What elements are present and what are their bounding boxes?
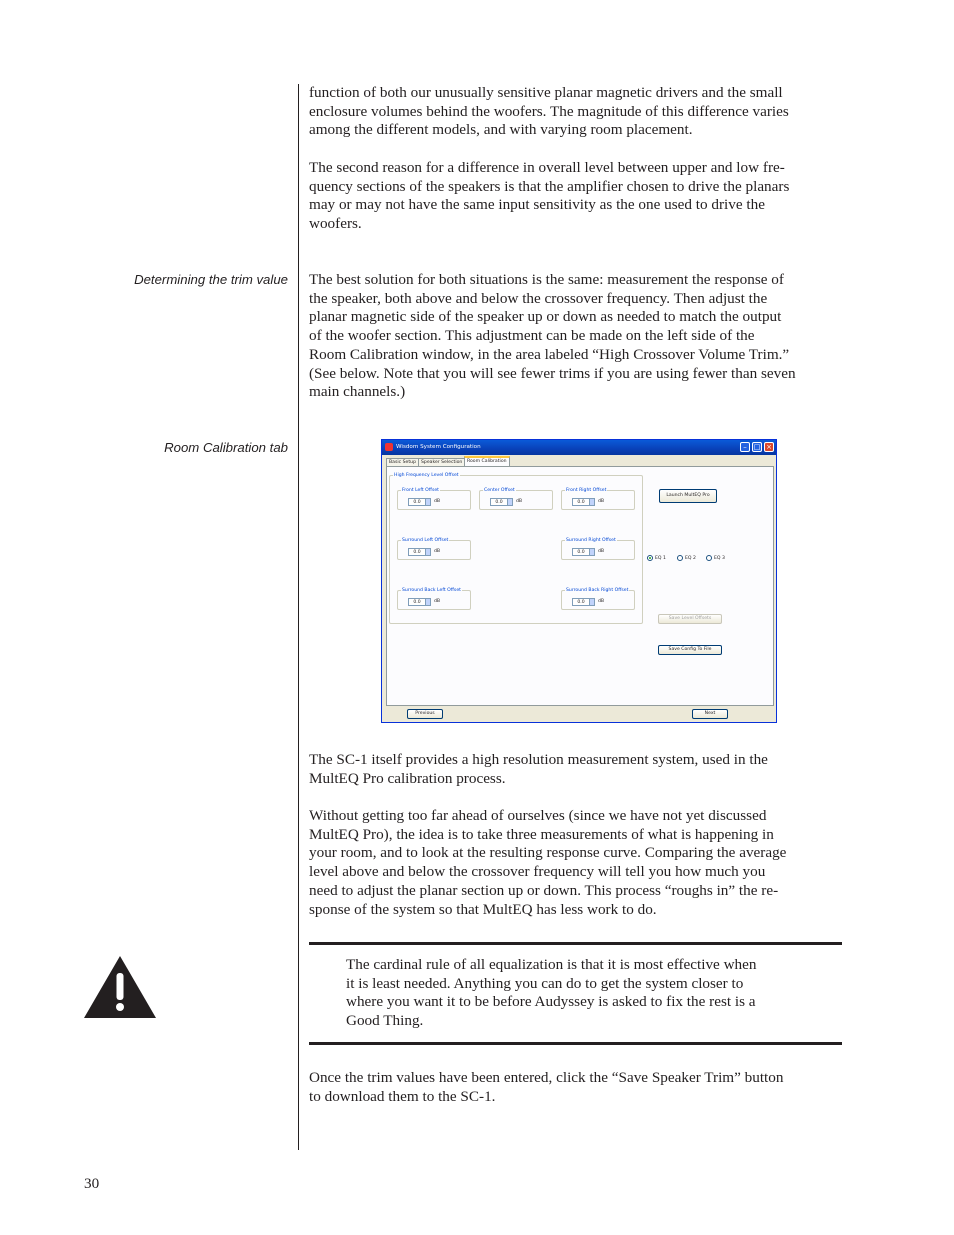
unit-label: dB	[434, 499, 441, 504]
surround-back-right-offset-input[interactable]: 0.0	[572, 598, 590, 606]
front-right-offset-label: Front Right Offset	[566, 488, 607, 493]
unit-label: dB	[598, 549, 605, 554]
spinner-arrows-icon[interactable]	[589, 598, 595, 606]
next-button[interactable]: Next	[692, 709, 728, 719]
surround-back-right-offset-box	[561, 590, 635, 610]
radio-icon	[677, 555, 683, 561]
warning-top-rule	[309, 942, 842, 945]
unit-label: dB	[598, 599, 605, 604]
front-right-offset-input[interactable]: 0.0	[572, 498, 590, 506]
window-title: Wisdom System Configuration	[396, 444, 481, 450]
warning-bottom-rule	[309, 1042, 842, 1045]
room-calibration-panel	[386, 466, 774, 706]
eq3-label: EQ 3	[714, 555, 725, 561]
paragraph-3: The best solution for both situations is the same: measurement the response of the speaker, both above and below the crossover frequency. Then adjust the planar magnetic side of the speaker up or down as needed to match the output of the woofer section. This adjustment can be made on the left side of the Room Calibration window, in the area labeled “High Crossover Volume Trim.” (See below. Note that you will see fewer trims if you are using fewer than seven main channels.)	[309, 271, 796, 401]
radio-selected-icon	[647, 555, 653, 561]
surround-back-left-offset-input[interactable]: 0.0	[408, 598, 426, 606]
close-icon[interactable]: ×	[764, 442, 774, 452]
eq1-radio[interactable]	[647, 555, 666, 561]
surround-back-left-offset-box	[397, 590, 471, 610]
radio-icon	[706, 555, 712, 561]
config-window-screenshot	[381, 439, 777, 723]
center-offset-label: Center Offset	[484, 488, 515, 493]
paragraph-4: The SC-1 itself provides a high resolution measurement system, used in the MultEQ Pro calibration process.	[309, 751, 768, 787]
save-config-to-file-button[interactable]: Save Config To File	[658, 645, 722, 655]
spinner-arrows-icon[interactable]	[507, 498, 513, 506]
front-left-offset-box	[397, 490, 471, 510]
minimize-icon[interactable]: –	[740, 442, 750, 452]
surround-back-left-offset-label: Surround Back Left Offset	[402, 588, 461, 593]
center-offset-input[interactable]: 0.0	[490, 498, 508, 506]
spinner-arrows-icon[interactable]	[589, 498, 595, 506]
front-right-offset-box	[561, 490, 635, 510]
warning-triangle-icon	[84, 956, 156, 1018]
window-titlebar	[382, 440, 776, 455]
spinner-arrows-icon[interactable]	[425, 498, 431, 506]
paragraph-5: Without getting too far ahead of ourselves (since we have not yet discussed MultEQ Pro), the idea is to take three measurements of what is happening in your room, and to look at the resulting response curve. Comparing the average level above and below the crossover frequency will tell you how much you need to adjust the planar section up or down. This process “roughs in” the re- sponse of the system so that MultEQ has less work to do.	[309, 807, 787, 918]
paragraph-1: function of both our unusually sensitive planar magnetic drivers and the small enclosure volumes behind the woofers. The magnitude of this difference varies among the different models, and with varying room placement.	[309, 84, 789, 139]
center-offset-box	[479, 490, 553, 510]
spinner-arrows-icon[interactable]	[425, 598, 431, 606]
surround-right-offset-input[interactable]: 0.0	[572, 548, 590, 556]
paragraph-2: The second reason for a difference in overall level between upper and low fre- quency sections of the speakers is that the amplifier chosen to drive the planars may or may not have the same input sensitivity as the one used to drive the woofers.	[309, 159, 790, 233]
eq2-radio[interactable]	[677, 555, 696, 561]
maximize-icon[interactable]: □	[753, 443, 761, 451]
tab-room-calibration[interactable]: Room Calibration	[464, 456, 510, 466]
hf-level-offset-group	[389, 475, 643, 624]
unit-label: dB	[434, 549, 441, 554]
tab-basic-setup[interactable]: Basic Setup	[386, 458, 419, 466]
tab-speaker-selection[interactable]: Speaker Selection	[418, 458, 465, 466]
previous-button[interactable]: Previous	[407, 709, 443, 719]
warning-text: The cardinal rule of all equalization is that it is most effective when it is least needed. Anything you can do to get the system closer to where you want it to be before Audyssey is asked to fix the rest is a Good Thing.	[346, 956, 757, 1030]
front-left-offset-label: Front Left Offset	[402, 488, 439, 493]
eq1-label: EQ 1	[655, 555, 666, 561]
unit-label: dB	[598, 499, 605, 504]
eq2-label: EQ 2	[685, 555, 696, 561]
margin-rule	[298, 84, 299, 1150]
surround-left-offset-box	[397, 540, 471, 560]
eq3-radio[interactable]	[706, 555, 725, 561]
surround-right-offset-box	[561, 540, 635, 560]
launch-multeq-pro-button[interactable]: Launch MultEQ Pro	[659, 489, 717, 503]
page-number: 30	[84, 1175, 100, 1192]
unit-label: dB	[516, 499, 523, 504]
surround-right-offset-label: Surround Right Offset	[566, 538, 616, 543]
surround-left-offset-label: Surround Left Offset	[402, 538, 449, 543]
surround-left-offset-input[interactable]: 0.0	[408, 548, 426, 556]
unit-label: dB	[434, 599, 441, 604]
sidebar-heading-room-calibration: Room Calibration tab	[164, 440, 288, 455]
spinner-arrows-icon[interactable]	[425, 548, 431, 556]
spinner-arrows-icon[interactable]	[589, 548, 595, 556]
save-level-offsets-button[interactable]: Save Level Offsets	[658, 614, 722, 624]
hf-level-offset-title: High Frequency Level Offset	[394, 473, 459, 478]
front-left-offset-input[interactable]: 0.0	[408, 498, 426, 506]
app-icon	[385, 443, 393, 451]
surround-back-right-offset-label: Surround Back Right Offset	[566, 588, 629, 593]
sidebar-heading-trim: Determining the trim value	[134, 272, 288, 287]
paragraph-6: Once the trim values have been entered, click the “Save Speaker Trim” button to download them to the SC-1.	[309, 1069, 784, 1105]
